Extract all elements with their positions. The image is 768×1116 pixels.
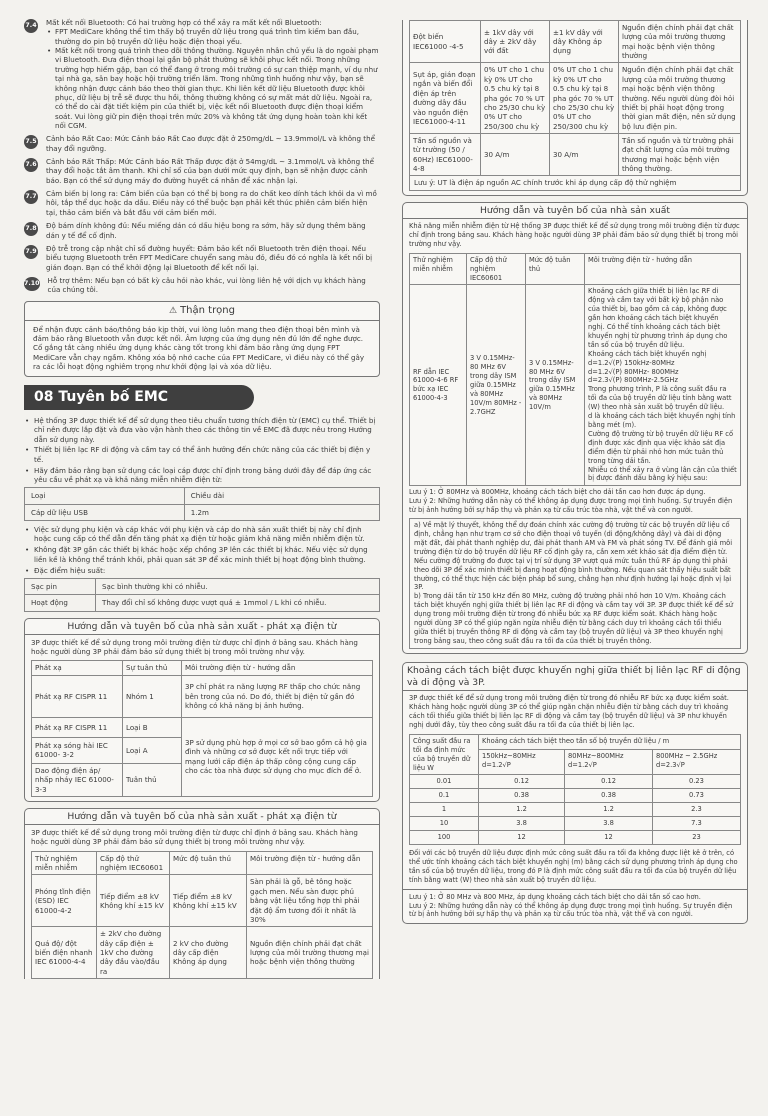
troubleshoot-item (24, 157, 380, 185)
item-text: Độ trễ trong cập nhật chỉ số đường huyết: Đảm bảo kết nối Bluetooth trên điện thoại. Nếu biểu tượng Bluetooth trên FPT MediCare chuyển sang màu đỏ, điều đó có nghĩa là kết nối bị gián đoạn. Bạn có thể khởi động lại Bluetooth để kết nối lại. (46, 243, 373, 272)
table-cell: 0% UT cho 1 chu kỳ 0% UT cho 0.5 chu kỳ tại 8 pha góc 70 % UT cho 25/30 chu kỳ 0% UT cho 250/300 chu kỳ (550, 63, 619, 134)
item-number: 7.8 (24, 222, 38, 236)
guide-text: Cường độ trường từ bộ truyền dữ liệu RF cố định được xác định qua việc khảo sát địa điểm điện từ phải nhỏ hơn mức tuân thủ trong từng dải tần. (588, 429, 734, 465)
table-cell: Dao động điện áp/ nhấp nháy IEC 61000-3-3 (32, 763, 123, 796)
caution-title: Thận trọng (180, 304, 235, 316)
table-cell: 3P chỉ phát ra năng lượng RF thấp cho chức năng bên trong của nó. Do đó, thiết bị điện tử gần đó không có khả năng bị ảnh hưởng. (182, 675, 373, 717)
table-cell: 0.38 (479, 789, 565, 803)
table-cell: 3 V 0.15MHz-80 MHz 6V trong dây ISM giữa 0.15MHz và 80MHz 10V/m (526, 285, 585, 486)
guide-text: d là khoảng cách tách biệt khuyến nghị tính bằng mét (m). (588, 412, 736, 430)
table-cell: Nguồn điện chính phải đạt chất lượng của môi trường thương mại hoặc bệnh viện thông thường (247, 927, 373, 979)
table-cell: Sàn phải là gỗ, bê tông hoặc gạch men. Nếu sàn được phủ bằng vật liệu tổng hợp thì phải đặt độ ẩm tương đối ít nhất là 30% (247, 875, 373, 927)
bullet: • Việc sử dụng phụ kiện và cáp khác với phụ kiện và cáp do nhà sản xuất thiết bị này chỉ định hoặc cung cấp có thể dẫn đến tăng phát xạ điện từ hoặc giảm khả năng miễn nhiễm điện từ. (34, 525, 380, 544)
table-header: 80MHz~800MHz d=1.2√P (565, 750, 653, 775)
footnote-box (409, 518, 741, 649)
box-intro: 3P được thiết kế để sử dụng trong môi trường điện từ được chỉ định ở bảng sau. Khách hàng hoặc người dùng 3P phải đảm bảo sử dụng thiết bị trong môi trường như vậy. (31, 637, 358, 657)
bullet: • Hệ thống 3P được thiết kế để sử dụng theo tiêu chuẩn tương thích điện từ (EMC) cụ thể. Thiết bị chỉ nên được lắp đặt và đưa vào vận hành theo các thông tin về EMC đã được nêu trong Hướng dẫn sử dụng này. (34, 416, 380, 444)
notes (403, 889, 747, 920)
table-header: Thử nghiệm miễn nhiễm (410, 253, 467, 285)
formula: d=1.2√(P) 80MHz- 800MHz (588, 367, 679, 376)
table-cell: 12 (565, 831, 653, 845)
table-cell: 0.01 (410, 775, 479, 789)
section-title: 08 Tuyên bố EMC (24, 385, 254, 409)
table-cell: ±1 kV dây với dây Không áp dụng (550, 21, 619, 63)
troubleshoot-item (24, 18, 380, 130)
immunity-box-1 (24, 808, 380, 979)
separation-table (409, 734, 741, 845)
bullet: • Không đặt 3P gần các thiết bị khác hoặc xếp chồng 3P lên các thiết bị khác. Nếu việc sử dụng liền kề là không thể tránh khỏi, phải quan sát 3P để xác minh thiết bị hoạt động bình thường. (34, 545, 380, 564)
table-cell: Sạc bình thường khi có nhiễu. (96, 578, 380, 594)
warning-triangle-icon: ⚠ (168, 305, 178, 316)
immunity-table-1 (31, 851, 373, 979)
table-cell: 1 (410, 803, 479, 817)
table-cell: Loại B (123, 717, 182, 737)
guide-text: Khoảng cách tách biệt khuyến nghị (588, 349, 707, 358)
table-cell: Đột biến IEC61000 -4-5 (410, 21, 481, 63)
item-text: Độ bám dính không đủ: Nếu miếng dán có dấu hiệu bong ra sớm, hãy sử dụng thêm băng dán y tế để cố định. (46, 221, 366, 240)
table-header: Mức độ tuân thủ (526, 253, 585, 285)
table-cell: 2 kV cho đường dây cấp điện Không áp dụng (170, 927, 247, 979)
table-cell: 0.12 (565, 775, 653, 789)
table-cell: Nguồn điện chính phải đạt chất lượng của môi trường thương mại hoặc bệnh viện thông thường (619, 21, 741, 63)
emission-box (24, 618, 380, 802)
box-intro: 3P được thiết kế để sử dụng trong môi trường điện từ trong đó nhiễu RF bức xạ được kiểm soát. Khách hàng hoặc người dùng 3P có thể giúp ngăn chặn nhiễu điện từ bằng cách duy trì khoảng cách tối thiểu giữa thiết bị liên lạc RF di động và cầm tay (bộ truyền dữ liệu) và 3P như khuyến nghị dưới đây, tùy theo công suất đầu ra tối đa của thiết bị liên lạc. (409, 694, 729, 729)
cable-table (24, 487, 380, 521)
separation-box (402, 662, 748, 925)
table-header: Sự tuân thủ (123, 661, 182, 675)
note: Lưu ý 1: Ở 80 MHz và 800 MHz, áp dụng khoảng cách tách biệt cho dải tần số cao hơn. (409, 892, 701, 901)
immunity-box-continued (402, 20, 748, 196)
table-cell: RF dẫn IEC 61000-4-6 RF bức xạ IEC 61000-4-3 (410, 285, 467, 486)
table-header: Công suất đầu ra tối đa định mức của bộ truyền dữ liệu W (410, 734, 479, 775)
table-cell: 0% UT cho 1 chu kỳ 0% UT cho 0.5 chu kỳ tại 8 pha góc 70 % UT cho 25/30 chu kỳ 0% UT cho 250/300 chu kỳ (481, 63, 550, 134)
emc-bullets-2 (24, 525, 380, 575)
item-text: Hỗ trợ thêm: Nếu bạn có bất kỳ câu hỏi nào khác, vui lòng liên hệ với dịch vụ khách hàng của chúng tôi. (47, 275, 366, 295)
table-cell: 23 (652, 831, 740, 845)
table-note: Lưu ý: UT là điện áp nguồn AC chính trước khi áp dụng cấp độ thử nghiệm (410, 176, 741, 190)
table-header: Cấp độ thử nghiệm IEC60601 (97, 851, 170, 875)
item-text: Cảnh báo Rất Cao: Mức Cảnh báo Rất Cao được đặt ở 250mg/dL ~ 13.9mmol/L và không thể thay đổi ngưỡng. (46, 134, 375, 153)
table-cell: 3 V 0.15MHz-80 MHz 6V trong dây ISM giữa 0.15MHz và 80MHz 10V/m 80MHz - 2.7GHZ (467, 285, 526, 486)
table-cell: Phát xạ RF CISPR 11 (32, 717, 123, 737)
table-header: Loại (25, 488, 185, 504)
table-cell: 7.3 (652, 817, 740, 831)
box-intro: 3P được thiết kế để sử dụng trong môi trường điện từ được chỉ định ở bảng sau. Khách hàng hoặc người dùng 3P phải đảm bảo sử dụng thiết bị trong môi trường như vậy. (31, 828, 358, 847)
immunity-table-2 (409, 253, 741, 487)
box-title: Hướng dẫn và tuyên bố của nhà sản xuất - phát xạ điện từ (25, 809, 379, 825)
after-text: Đối với các bộ truyền dữ liệu được định mức công suất đầu ra tối đa không được liệt kê ở trên, có thể ước tính khoảng cách tách biệt khuyến nghị (m) bằng cách sử dụng phương trình áp dụng cho tần số của bộ truyền dữ liệu, trong đó P là định mức công suất đầu ra tối đa của bộ truyền dữ liệu tính bằng watt (W) theo nhà sản xuất bộ truyền dữ liệu. (409, 849, 738, 884)
immunity-box-2 (402, 202, 748, 654)
table-cell: 12 (479, 831, 565, 845)
troubleshoot-item (24, 134, 380, 153)
table-cell: Quá độ/ đột biến điện nhanh IEC 61000-4-4 (32, 927, 97, 979)
table-cell: Tần số nguồn và từ trường (50 / 60Hz) IEC61000-4-8 (410, 133, 481, 175)
table-cell: 1.2m (184, 504, 379, 520)
table-header: Khoảng cách tách biệt theo tần số bộ truyền dữ liệu / m (479, 734, 741, 749)
caution-text: Để nhận được cảnh báo/thông báo kịp thời, vui lòng luôn mang theo điện thoại bên mình và đảm bảo rằng Bluetooth vẫn được kết nối. Âm lượng của ứng dụng nên đủ lớn để nghe được. Cố gắng tắt càng nhiều ứng dụng khác càng tốt trong khi đảm bảo rằng ứng dụng FPT MediCare vẫn chạy ngầm. Không xóa bộ nhớ cache của FPT MediCare, vì điều này có thể gây ra các lỗi hoạt động nghiêm trọng như khởi động lại và xóa dữ liệu. (33, 324, 365, 372)
table-header: Môi trường điện từ - hướng dẫn (247, 851, 373, 875)
table-cell: Loại A (123, 737, 182, 763)
table-cell: Tuân thủ (123, 763, 182, 796)
item-number: 7.5 (24, 135, 38, 149)
note: Lưu ý 2: Những hướng dẫn này có thể không áp dụng được trong mọi tình huống. Sự truyền điện từ bị ảnh hưởng bởi sự hấp thụ và phản xạ từ cấu trúc tòa nhà, vật thể và con người. (409, 901, 733, 919)
table-header: Thử nghiệm miễn nhiễm (32, 851, 97, 875)
table-cell: Tiếp điểm ±8 kV Không khí ±15 kV (97, 875, 170, 927)
box-title: Hướng dẫn và tuyên bố của nhà sản xuất (403, 203, 747, 219)
table-cell: ± 2kV cho đường dây cấp điện ± 1kV cho đường dây đầu vào/đầu ra (97, 927, 170, 979)
table-cell: 0.38 (565, 789, 653, 803)
item-number: 7.4 (24, 19, 38, 33)
item-number: 7.6 (24, 158, 38, 172)
table-cell: 3.8 (479, 817, 565, 831)
item-text: Mất kết nối Bluetooth: Có hai trường hợp có thể xảy ra mất kết nối Bluetooth: (46, 18, 322, 27)
table-cell: Nhóm 1 (123, 675, 182, 717)
guidance-cell (585, 285, 741, 486)
formula: d=1.2√(P) 150kHz-80MHz (588, 358, 675, 367)
item-number: 7.10 (24, 277, 40, 291)
table-cell: Phát xạ RF CISPR 11 (32, 675, 123, 717)
table-cell: 0.73 (652, 789, 740, 803)
troubleshoot-item (24, 276, 380, 295)
table-header: Chiều dài (184, 488, 379, 504)
table-cell: Thay đổi chỉ số không được vượt quá ± 1mmol / L khi có nhiễu. (96, 595, 380, 611)
table-cell: 2.3 (652, 803, 740, 817)
emission-table (31, 660, 373, 796)
table-header: Cấp độ thử nghiệm IEC60601 (467, 253, 526, 285)
table-cell: 30 A/m (550, 133, 619, 175)
table-cell: Hoạt động (25, 595, 96, 611)
table-header: 150kHz~80MHz d=1.2√P (479, 750, 565, 775)
notes (403, 486, 747, 648)
right-column (402, 20, 748, 930)
table-cell: Phóng tĩnh điện (ESD) IEC 61000-4-2 (32, 875, 97, 927)
item-number: 7.9 (24, 245, 38, 259)
table-cell: 0.1 (410, 789, 479, 803)
table-header: Phát xạ (32, 661, 123, 675)
note: Lưu ý 2: Những hướng dẫn này có thể không áp dụng được trong mọi tình huống. Sự truyền điện từ bị ảnh hưởng bởi sự hấp thụ và phản xạ từ cấu trúc tòa nhà, vật thể và con người. (409, 497, 733, 515)
bullet: • Thiết bị liên lạc RF di động và cầm tay có thể ảnh hưởng đến chức năng của các thiết bị điện y tế. (34, 445, 380, 464)
note: Lưu ý 1: Ở 80MHz và 800MHz, khoảng cách tách biệt cho dải tần cao hơn được áp dụng. (409, 488, 706, 497)
box-title: Khoảng cách tách biệt được khuyến nghị giữa thiết bị liên lạc RF di động và di động và 3P. (403, 663, 747, 691)
item-text: Cảm biến bị long ra: Cảm biến của bạn có thể bị bong ra do chất keo dính tách khỏi da vì mồ hôi, tắp thể dục hoặc da dầu. Điều này có thể buộc bạn phải kết thúc phiên cảm biến hiện tại, thảo cảm biến và bắt đầu với cảm biến mới. (46, 189, 377, 217)
table-cell: 3P sử dụng phù hợp ở mọi cơ sở bao gồm cả hộ gia đình và những cơ sở được kết nối trực tiếp với mạng lưới cấp điện áp thấp công cộng cung cấp cho các tòa nhà được sử dụng cho mục đích để ở. (182, 717, 373, 796)
table-header: Môi trường điện từ - hướng dẫn (585, 253, 741, 285)
table-cell: 3.8 (565, 817, 653, 831)
table-cell: 10 (410, 817, 479, 831)
table-cell: Tiếp điểm ±8 kV Không khí ±15 kV (170, 875, 247, 927)
footnote: b) Trong dải tần từ 150 kHz đến 80 MHz, cường độ trường phải nhỏ hơn 10 V/m. Khoảng cách tách biệt khuyến nghị giữa thiết bị liên lạc RF di động và cầm tay với 3P. 3P được thiết kế để sử dụng trong môi trường điện từ trong đó nhiễu bức xạ RF được kiểm soát. Khách hàng hoặc người dùng 3P có thể giúp ngăn ngừa nhiễu điện từ bằng cách duy trì khoảng cách tối thiểu giữa thiết bị truyền thông RF di động và cầm tay (bộ truyền dữ liệu) và 3P theo khuyến nghị trong bảng sau, theo công suất đầu ra tối đa của thiết bị truyền thông. (414, 592, 733, 645)
table-cell: 0.23 (652, 775, 740, 789)
sub-bullet: • FPT MediCare không thể tìm thấy bộ truyền dữ liệu trong quá trình tìm kiếm ban đầu, thường do pin bộ truyền dữ liệu hoặc điện thoại yếu. (55, 27, 380, 46)
emc-bullets (24, 416, 380, 485)
immunity-table-continued (409, 20, 741, 191)
table-header: Môi trường điện từ - hướng dẫn (182, 661, 373, 675)
formula: d=2.3√(P) 800MHz-2.5GHz (588, 376, 678, 385)
box-title: Hướng dẫn và tuyên bố của nhà sản xuất - phát xạ điện từ (25, 619, 379, 635)
performance-table (24, 578, 380, 612)
table-header: Mức độ tuân thủ (170, 851, 247, 875)
table-cell: Sụt áp, gián đoạn ngắn và biến đổi điện áp trên đường dây đầu vào nguồn điện IEC61000-4-11 (410, 63, 481, 134)
guide-text: Nhiễu có thể xảy ra ở vùng lân cận của thiết bị được đánh dấu bằng ký hiệu sau: (588, 465, 737, 483)
troubleshoot-item (24, 244, 380, 272)
table-cell: ± 1kV dây với dây ± 2kV dây với đất (481, 21, 550, 63)
table-cell: Cáp dữ liệu USB (25, 504, 185, 520)
table-cell: 100 (410, 831, 479, 845)
bullet: • Đặc điểm hiệu suất: (34, 566, 380, 575)
guide-text: Trong phương trình, P là công suất đầu ra tối đa của bộ truyền dữ liệu tính bằng watt (W) theo nhà sản xuất bộ truyền dữ liệu. (588, 385, 732, 412)
troubleshoot-item (24, 221, 380, 240)
box-intro: Khả năng miễn nhiễm điện từ Hệ thống 3P được thiết kế để sử dụng trong môi trường điện từ được chỉ định trong bảng sau. Khách hàng hoặc người dùng 3P phải đảm bảo sử dụng thiết bị trong môi trường như vậy. (409, 221, 740, 248)
table-cell: 30 A/m (481, 133, 550, 175)
troubleshoot-item (24, 189, 380, 217)
footnote: a) Về mặt lý thuyết, không thể dự đoán chính xác cường độ trường từ các bộ truyền dữ liệu cố định, chẳng hạn như trạm cơ sở cho điện thoại vô tuyến (di động/không dây) và đài di động mặt đất, đài phát thanh nghiệp dư, đài phát thanh AM và FM và phát sóng TV. Để đánh giá môi trường điện từ do bộ truyền dữ liệu RF cố định gây ra, cần xem xét khảo sát địa điểm điện từ. Nếu cường độ trường đo được tại vị trí sử dụng 3P vượt quá mức tuân thủ RF áp dụng thì phải theo dõi 3P để xác minh thiết bị đang hoạt động bình thường. Nếu quan sát thấy hiệu suất bất thường, có thể thực hiện các biện pháp bổ sung, chẳng hạn như định hướng lại hoặc định vị lại 3P. (414, 521, 733, 592)
item-text: Cảnh báo Rất Thấp: Mức Cảnh báo Rất Thấp được đặt ở 54mg/dL ~ 3.1mmol/L và không thể thay đổi hoặc tắt âm thanh. Khi chỉ số của bạn dưới mức quy định, bạn sẽ nhận được cảnh báo. Bạn có thể sử dụng máy đo đường huyết cá nhân để xác nhận lại. (46, 157, 374, 185)
guide-text: Khoảng cách giữa thiết bị liên lạc RF di động và cầm tay với bất kỳ bộ phận nào của thiết bị, bao gồm cả cáp, không được gần hơn khoảng cách tách biệt khuyến nghị. Có thể tính khoảng cách tách biệt khuyến nghị từ phương trình áp dụng cho tần số của bộ truyền dữ liệu. (588, 287, 728, 349)
item-number: 7.7 (24, 190, 38, 204)
bullet: • Hãy đảm bảo rằng bạn sử dụng các loại cáp được chỉ định trong bảng dưới đây để đáp ứng các yêu cầu về phát xạ và khả năng miễn nhiễm điện từ: (34, 466, 380, 485)
sub-bullet: • Mất kết nối trong quá trình theo dõi thông thường. Nguyên nhân chủ yếu là do ngoài phạm vi Bluetooth. Đưa điện thoại lại gần bộ phát thường sẽ khôi phục kết nối. Trong những trường hợp hiếm gặp, bạn có thể đang ở trong môi trường có sự can thiệp mạnh, ví dụ như tại nhà ga, sân bay hoặc hội trường triển lãm. Trong những tình huống như vậy, bạn sẽ không nhận được cảnh báo theo thời gian thực. Khi liên kết dữ liệu Bluetooth được khôi phục, dữ liệu bị trễ sẽ được thu hồi, thông thường không có sự mất mát dữ liệu. Ngoài ra, có thể do cài đặt tiết kiệm pin của thiết bị, việc kết nối Bluetooth được điện thoại kiểm soát. Vui lòng giữ pin điện thoại trên mức 20% và không tắt ứng dụng hoàn toàn khi kết nối CGM. (55, 46, 380, 130)
caution-box (24, 301, 380, 378)
table-cell: Phát xạ sóng hài IEC 61000- 3-2 (32, 737, 123, 763)
table-cell: 1.2 (565, 803, 653, 817)
table-cell: 1.2 (479, 803, 565, 817)
table-cell: Tần số nguồn và từ trường phải đạt chất lượng của môi trường thương mại hoặc bệnh viện thông thường. (619, 133, 741, 175)
caution-header (25, 302, 379, 321)
table-header: 800MHz ~ 2.5GHz d=2.3√P (652, 750, 740, 775)
table-cell: Sạc pin (25, 578, 96, 594)
table-cell: Nguồn điện chính phải đạt chất lượng của môi trường thương mại hoặc bệnh viện thông thường. Nếu người dùng đòi hỏi thiết bị phải hoạt động trong thời gian mất điện, nên sử dụng bộ lưu điện pin. (619, 63, 741, 134)
left-column (24, 18, 380, 985)
table-cell: 0.12 (479, 775, 565, 789)
